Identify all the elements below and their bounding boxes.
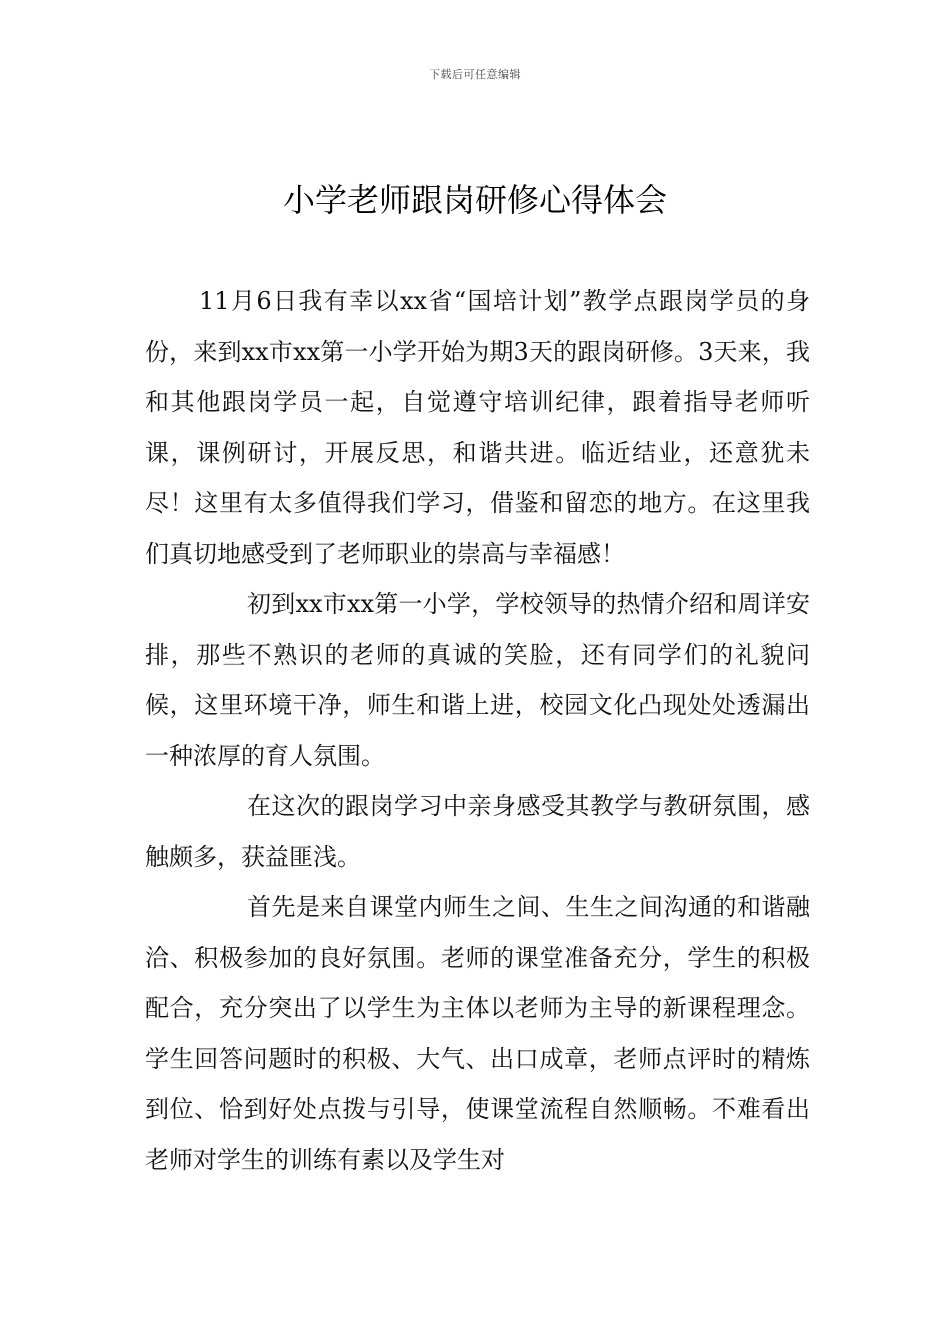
- paragraph-1: 11月6日我有幸以xx省“国培计划”教学点跟岗学员的身份，来到xx市xx第一小学开始为期3天的跟岗研修。3天来，我和其他跟岗学员一起，自觉遵守培训纪律，跟着指导老师听课，课例研讨，开展反思，和谐共进。临近结业，还意犹未尽！这里有太多值得我们学习，借鉴和留恋的地方。在这里我们真切地感受到了老师职业的崇高与幸福感！: [145, 287, 810, 568]
- page-header-note: 下载后可任意编辑: [429, 68, 521, 81]
- document-body: [145, 276, 810, 1185]
- paragraph-2: 初到xx市xx第一小学，学校领导的热情介绍和周详安排，那些不熟识的老师的真诚的笑脸，还有同学们的礼貌问候，这里环境干净，师生和谐上进，校园文化凸现处处透漏出一种浓厚的育人氛围。: [145, 590, 810, 770]
- document-title: 小学老师跟岗研修心得体会: [282, 181, 667, 219]
- paragraph-3: 在这次的跟岗学习中亲身感受其教学与教研氛围，感触颇多，获益匪浅。: [145, 792, 810, 871]
- paragraph-4: 首先是来自课堂内师生之间、生生之间沟通的和谐融洽、积极参加的良好氛围。老师的课堂准备充分，学生的积极配合，充分突出了以学生为主体以老师为主导的新课程理念。学生回答问题时的积极、大气、出口成章，老师点评时的精炼到位、恰到好处点拨与引导，使课堂流程自然顺畅。不难看出老师对学生的训练有素以及学生对: [145, 893, 810, 1174]
